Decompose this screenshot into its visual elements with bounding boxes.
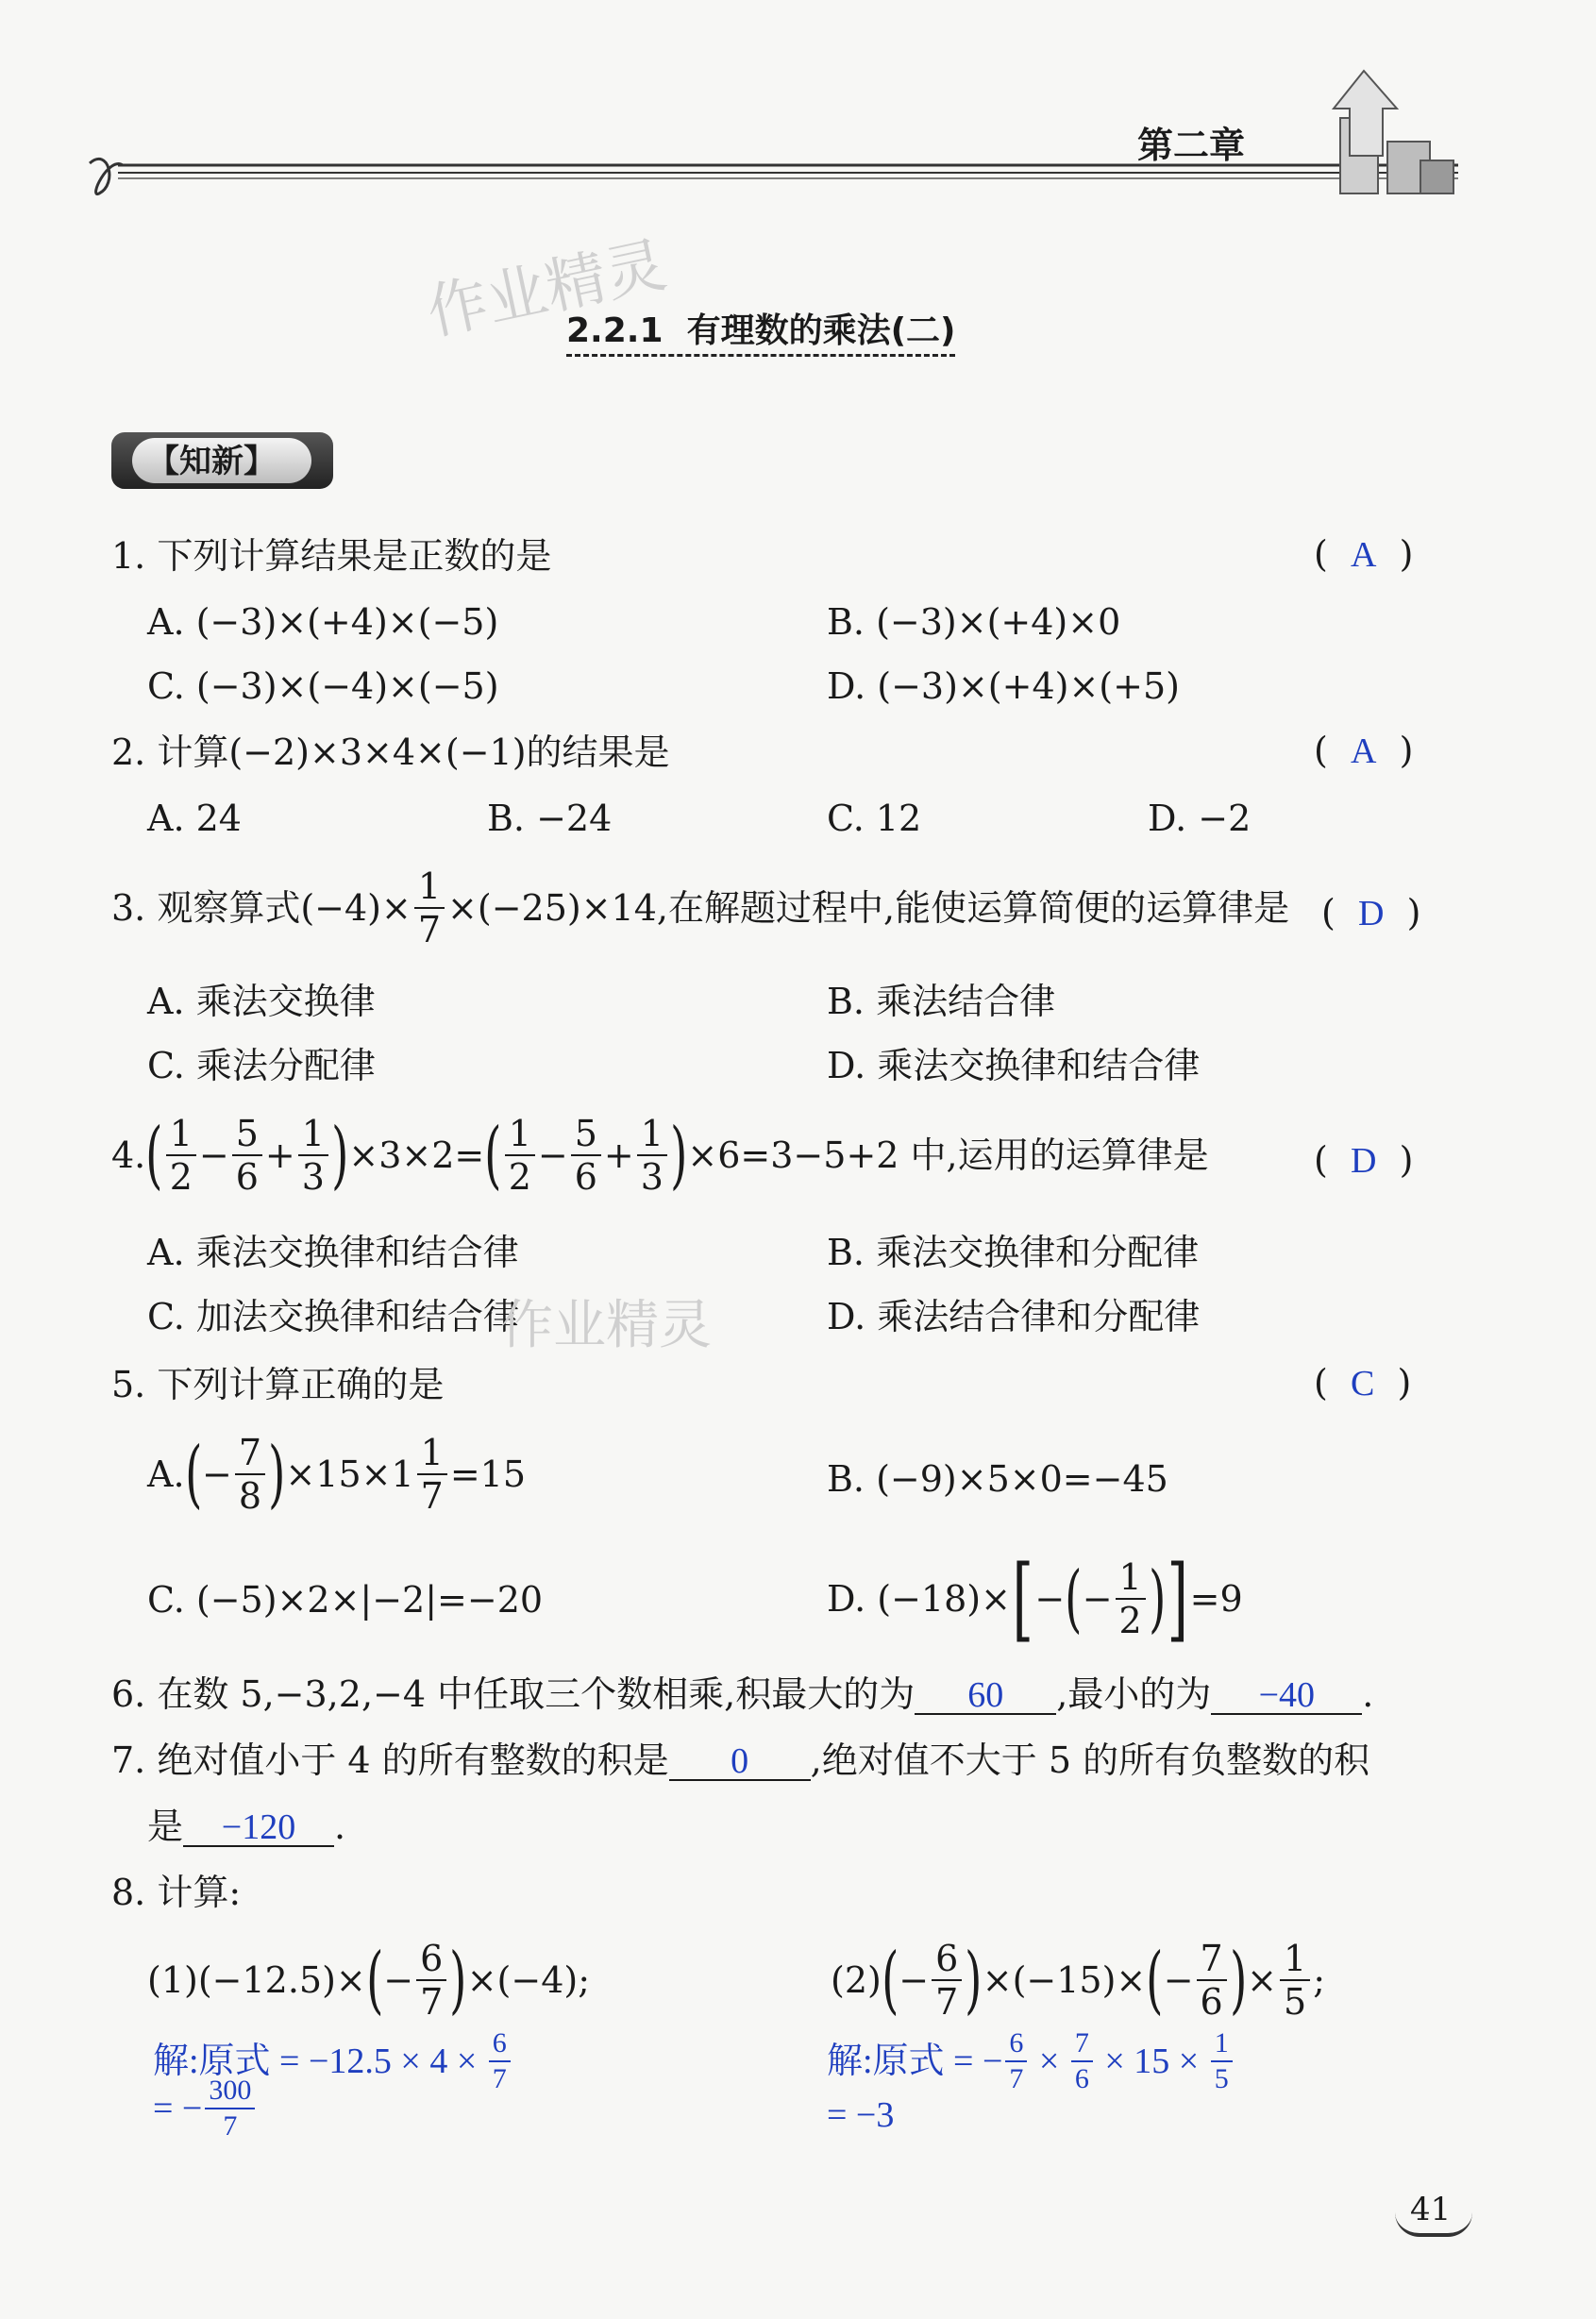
q8-solution-2-line-1 — [827, 2029, 1235, 2093]
q6-answer-2: −40 — [1258, 1675, 1316, 1715]
q5-a-end: =15 — [449, 1454, 527, 1495]
q5-a-label: A. — [147, 1454, 185, 1495]
q4-paren-close-1: ) — [331, 1113, 349, 1198]
q8-s1-l2: = − — [153, 2089, 203, 2128]
chapter-label: 第二章 — [1137, 124, 1246, 166]
q8-p2-paren-close-2: ) — [1229, 1938, 1248, 2023]
q4-f2n: 5 — [232, 1116, 262, 1156]
q5-a-fn: 7 — [235, 1435, 265, 1475]
q4-paren-open-2: ( — [484, 1113, 502, 1198]
q4-option-a[interactable]: A. 乘法交换律和结合律 — [147, 1232, 519, 1273]
q4-f3n: 1 — [298, 1116, 328, 1156]
q6-text-b: ,最小的为 — [1056, 1673, 1212, 1715]
q5-d-fd: 2 — [1118, 1600, 1142, 1641]
q8-p1-paren-open: ( — [365, 1938, 384, 2023]
q8-p2-f1n: 6 — [932, 1941, 962, 1981]
q4-f4n: 1 — [505, 1116, 535, 1156]
q5-d-fn: 1 — [1116, 1559, 1146, 1600]
q8-s2-fc-d: 5 — [1214, 2063, 1229, 2094]
q3-fraction — [414, 865, 445, 950]
q2-option-b[interactable]: B. −24 — [487, 798, 613, 839]
q6-blank-1[interactable] — [915, 1676, 1056, 1715]
q5-answer: C — [1350, 1364, 1375, 1403]
q3-answer-bracket: ( D ) — [1321, 892, 1421, 933]
header-decoration — [80, 52, 1477, 203]
section-title: 2.2.1 有理数的乘法(二) — [566, 304, 955, 357]
q4-option-c[interactable]: C. 加法交换律和结合律 — [147, 1296, 519, 1337]
q5-a-neg: − — [201, 1454, 232, 1495]
q8-s1-fd: 7 — [492, 2063, 507, 2094]
q6-line — [111, 1673, 1374, 1715]
q7-line-1 — [111, 1739, 1370, 1781]
q2-option-c[interactable]: C. 12 — [827, 798, 922, 839]
q2-option-d[interactable]: D. −2 — [1148, 798, 1252, 839]
q4-frac-4 — [505, 1113, 535, 1198]
q8-p2-paren-close-1: ) — [965, 1938, 983, 2023]
q3-option-d[interactable]: D. 乘法交换律和结合律 — [827, 1045, 1201, 1086]
q7-text-b: ,绝对值不大于 5 的所有负整数的积 — [810, 1739, 1370, 1781]
q5-a-frac — [235, 1432, 265, 1517]
q7-blank-1[interactable] — [669, 1742, 811, 1781]
q4-frac-6 — [637, 1113, 667, 1198]
badge-label: 【知新】 — [147, 443, 276, 480]
knowledge-badge — [111, 432, 333, 489]
q5-stem: 5. 下列计算正确的是 — [111, 1364, 445, 1405]
q4-stem — [111, 1113, 1209, 1198]
q8-p1-fn: 6 — [416, 1941, 446, 1981]
q8-p2-f3n: 1 — [1280, 1941, 1310, 1981]
watermark: 作业精灵 — [421, 230, 673, 349]
q8-p2-paren-open-1: ( — [881, 1938, 899, 2023]
q8-part1 — [147, 1938, 590, 2023]
q5-option-b[interactable]: B. (−9)×5×0=−45 — [827, 1458, 1168, 1500]
q8-part2 — [831, 1938, 1326, 2023]
q6-text-a: 6. 在数 5,−3,2,−4 中任取三个数相乘,积最大的为 — [111, 1673, 916, 1715]
q3-frac-num: 1 — [414, 868, 445, 909]
q8-p2-mid: ×(−15)× — [982, 1959, 1147, 2001]
swirl-icon — [90, 159, 123, 193]
q3-answer: D — [1357, 894, 1385, 933]
q6-answer-1: 60 — [967, 1675, 1004, 1715]
q1-answer-bracket: ( A ) — [1314, 533, 1414, 575]
q1-option-a[interactable]: A. (−3)×(+4)×(−5) — [147, 601, 499, 643]
q8-p1-b: ×(−4); — [466, 1959, 590, 2001]
q8-p1-neg: − — [383, 1959, 414, 2001]
q4-paren-close-2: ) — [670, 1113, 688, 1198]
q2-option-a[interactable]: A. 24 — [147, 798, 242, 839]
q1-stem: 1. 下列计算结果是正数的是 — [111, 535, 552, 577]
q3-option-a[interactable]: A. 乘法交换律 — [147, 981, 376, 1022]
q8-s2-frac-a — [1005, 2029, 1027, 2093]
q4-f6d: 3 — [640, 1156, 664, 1198]
q4-minus-1: − — [198, 1134, 229, 1176]
q8-s1-f2d: 7 — [223, 2110, 238, 2142]
q8-p2-end: ; — [1313, 1959, 1326, 2001]
q4-minus-2: − — [537, 1134, 568, 1176]
q8-stem: 8. 计算: — [111, 1872, 242, 1913]
q4-f5d: 6 — [574, 1156, 597, 1198]
q8-s1-l1: 解:原式 = −12.5 × 4 × — [153, 2042, 486, 2081]
q4-frac-2 — [232, 1113, 262, 1198]
q5-option-a[interactable] — [147, 1432, 527, 1517]
q4-mid: ×3×2= — [348, 1134, 485, 1176]
blocks-icon — [1334, 71, 1453, 193]
q2-answer: A — [1350, 731, 1377, 771]
q5-a-fd: 8 — [238, 1475, 261, 1517]
q7-text-a: 7. 绝对值小于 4 的所有整数的积是 — [111, 1739, 669, 1781]
q4-num: 4. — [111, 1134, 146, 1176]
q3-stem — [111, 865, 1290, 950]
q8-p2-x: × — [1247, 1959, 1278, 2001]
q8-s1-fn: 6 — [489, 2029, 511, 2062]
q7-line-2 — [147, 1808, 345, 1847]
q8-p1-paren-close: ) — [449, 1938, 467, 2023]
q1-option-c[interactable]: C. (−3)×(−4)×(−5) — [147, 665, 499, 707]
q8-p1-frac — [416, 1938, 446, 2023]
q4-frac-1 — [166, 1113, 196, 1198]
q8-s2-x1: × — [1030, 2042, 1068, 2081]
page-header — [80, 52, 1477, 203]
q7-text-c: 是 — [147, 1806, 184, 1847]
q4-f3d: 3 — [301, 1156, 325, 1198]
q8-s2-fa-n: 6 — [1005, 2029, 1027, 2062]
q8-p2-frac-3 — [1280, 1938, 1310, 2023]
q8-solution-1-line-2 — [153, 2076, 258, 2141]
q4-f1n: 1 — [166, 1116, 196, 1156]
q6-blank-2[interactable] — [1211, 1676, 1362, 1715]
q4-option-d[interactable]: D. 乘法结合律和分配律 — [827, 1296, 1201, 1337]
q4-plus-2: + — [603, 1134, 634, 1176]
q8-p1-a: (1)(−12.5)× — [147, 1959, 366, 2001]
q8-s2-frac-c — [1211, 2029, 1233, 2093]
q8-s1-f2n: 300 — [205, 2076, 255, 2109]
q4-paren-open-1: ( — [145, 1113, 163, 1198]
q5-d-in1: − — [1034, 1578, 1066, 1620]
q5-a-mixed-frac — [417, 1432, 447, 1517]
q5-d-paren-close: ) — [1148, 1556, 1167, 1641]
q4-f6n: 1 — [637, 1116, 667, 1156]
q5-option-c[interactable]: C. (−5)×2×|−2|=−20 — [147, 1579, 544, 1621]
q2-answer-bracket: ( A ) — [1314, 730, 1414, 771]
q8-s2-frac-b — [1071, 2029, 1093, 2093]
q8-s2-fb-n: 7 — [1071, 2029, 1093, 2062]
q5-a-paren-close: ) — [268, 1432, 286, 1517]
q8-s2-fc-n: 1 — [1211, 2029, 1233, 2062]
q5-a-mid: ×15×1 — [285, 1454, 414, 1495]
page-number: 41 — [1410, 2191, 1452, 2228]
q8-s2-fa-d: 7 — [1009, 2063, 1024, 2094]
q5-answer-bracket: ( C ) — [1314, 1362, 1412, 1403]
q5-a-md: 7 — [420, 1475, 444, 1517]
q5-d-frac — [1116, 1556, 1146, 1641]
q5-d-bracket-close: ] — [1167, 1546, 1189, 1652]
q8-p2-frac-2 — [1197, 1938, 1227, 2023]
q7-answer-2: −120 — [221, 1807, 296, 1847]
q5-d-bracket-open: [ — [1012, 1546, 1033, 1652]
q4-plus-1: + — [264, 1134, 295, 1176]
q5-d-in2: − — [1082, 1578, 1113, 1620]
q8-solution-2-line-2: = −3 — [827, 2095, 895, 2135]
q8-s2-l1a: 解:原式 = − — [827, 2042, 1003, 2081]
q3-frac-den: 7 — [417, 909, 442, 950]
q4-f5n: 5 — [571, 1116, 601, 1156]
q4-option-b[interactable]: B. 乘法交换律和分配律 — [827, 1232, 1200, 1273]
q8-p1-fd: 7 — [420, 1981, 444, 2023]
q3-stem-b: ×(−25)×14,在解题过程中,能使运算简便的运算律是 — [447, 887, 1290, 929]
q8-s1-frac — [489, 2029, 511, 2093]
q2-stem: 2. 计算(−2)×3×4×(−1)的结果是 — [111, 731, 670, 773]
q4-f1d: 2 — [169, 1156, 193, 1198]
q1-answer: A — [1350, 535, 1377, 575]
q8-p2-paren-open-2: ( — [1146, 1938, 1164, 2023]
q8-p2-f2n: 7 — [1197, 1941, 1227, 1981]
q1-option-d[interactable]: D. (−3)×(+4)×(+5) — [827, 665, 1180, 707]
q4-tail: ×6=3−5+2 中,运用的运算律是 — [687, 1134, 1209, 1176]
q3-stem-a: 3. 观察算式(−4)× — [111, 887, 412, 929]
q7-blank-2[interactable] — [183, 1808, 334, 1847]
q1-option-b[interactable]: B. (−3)×(+4)×0 — [827, 601, 1121, 643]
q5-a-paren-open: ( — [184, 1432, 202, 1517]
q4-frac-3 — [298, 1113, 328, 1198]
q5-d-paren-open: ( — [1065, 1556, 1083, 1641]
q8-s2-fb-d: 6 — [1074, 2063, 1089, 2094]
q8-p2-neg1: − — [899, 1959, 930, 2001]
q4-answer: D — [1350, 1141, 1377, 1181]
q5-option-d[interactable] — [827, 1546, 1243, 1652]
q5-d-label: D. (−18)× — [827, 1578, 1011, 1620]
watermark-2: 作业精灵 — [500, 1295, 712, 1356]
q8-p2-f3d: 5 — [1284, 1981, 1307, 2023]
q7-answer-1: 0 — [731, 1741, 749, 1781]
q8-p2-f2d: 6 — [1200, 1981, 1223, 2023]
q8-p2-neg2: − — [1163, 1959, 1194, 2001]
q8-s1-frac-2 — [205, 2076, 255, 2141]
q3-option-c[interactable]: C. 乘法分配律 — [147, 1045, 376, 1086]
q4-f2d: 6 — [235, 1156, 259, 1198]
q8-p2-frac-1 — [932, 1938, 962, 2023]
q3-option-b[interactable]: B. 乘法结合律 — [827, 981, 1056, 1022]
q5-d-end: =9 — [1189, 1578, 1243, 1620]
q4-answer-bracket: ( D ) — [1314, 1139, 1414, 1181]
q4-f4d: 2 — [508, 1156, 531, 1198]
q5-a-mn: 1 — [417, 1435, 447, 1475]
q8-s2-x2: × 15 × — [1095, 2042, 1208, 2081]
q6-text-c: . — [1362, 1673, 1374, 1715]
q7-text-d: . — [334, 1806, 346, 1847]
q4-frac-5 — [571, 1113, 601, 1198]
q8-p2-f1d: 7 — [935, 1981, 959, 2023]
page-number-badge — [1395, 2188, 1472, 2237]
q8-p2-label: (2) — [831, 1959, 882, 2001]
